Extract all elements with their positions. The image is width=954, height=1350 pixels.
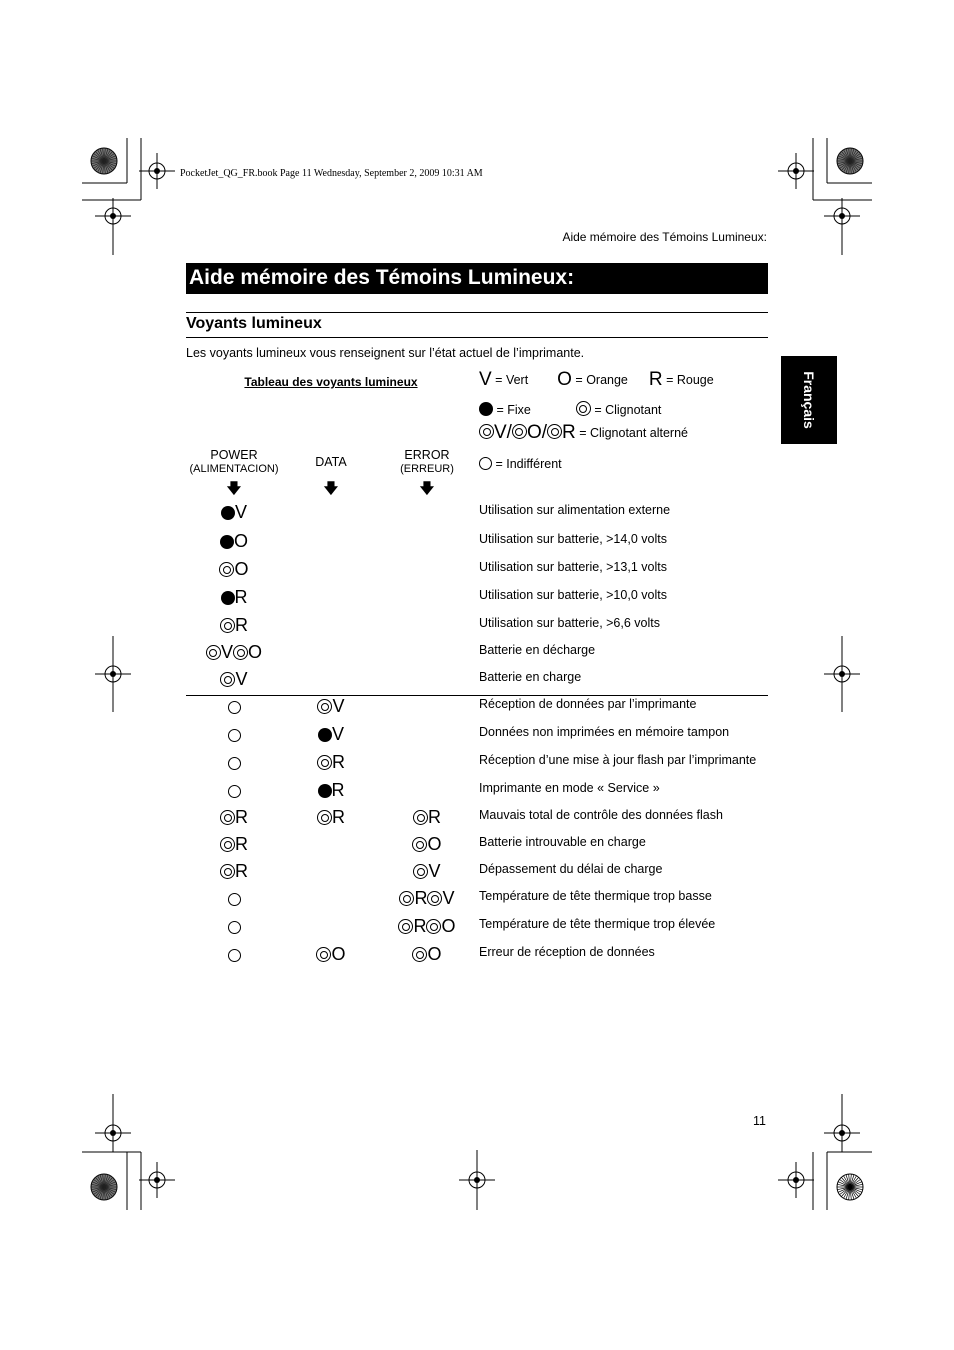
- led-color-letter: V: [332, 696, 345, 716]
- table-caption: Tableau des voyants lumineux: [244, 375, 418, 389]
- legend-o-letter: O: [557, 369, 572, 390]
- column-power-sub: (ALIMENTACION): [189, 463, 279, 475]
- led-color-letter: R: [235, 861, 248, 881]
- column-power-label: POWER: [210, 448, 258, 462]
- legend-o-text: = Orange: [575, 373, 628, 387]
- registration-target-icon: [824, 198, 860, 234]
- registration-target-icon: [95, 1115, 131, 1151]
- legend-alt-text: = Clignotant alterné: [579, 426, 688, 440]
- starburst-mark-icon: [91, 148, 117, 174]
- led-description: Dépassement du délai de charge: [479, 862, 663, 876]
- legend-v-text: = Vert: [495, 373, 529, 387]
- registration-target-icon: [778, 153, 814, 189]
- led-description: Batterie introuvable en charge: [479, 835, 646, 849]
- led-description: Imprimante en mode « Service »: [479, 781, 660, 795]
- led-color-letter: V: [234, 502, 247, 522]
- led-description: Température de tête thermique trop basse: [479, 889, 712, 903]
- intro-paragraph: Les voyants lumineux vous renseignent sur l’état actuel de l’imprimante.: [186, 346, 585, 360]
- legend-fix-text: = Fixe: [496, 403, 531, 417]
- led-color-letter: R: [235, 807, 248, 827]
- arrow-down-icon: 🡇: [323, 480, 339, 496]
- led-color-letter: O: [234, 559, 249, 579]
- led-color-letter: V: [220, 642, 233, 662]
- led-description: Utilisation sur alimentation externe: [479, 503, 671, 517]
- led-color-letter: V: [331, 724, 344, 744]
- language-tab-label: Français: [801, 371, 817, 429]
- led-description: Utilisation sur batterie, >14,0 volts: [479, 532, 667, 546]
- led-color-letter: V: [442, 888, 455, 908]
- starburst-mark-icon: [837, 148, 863, 174]
- led-description: Utilisation sur batterie, >10,0 volts: [479, 588, 667, 602]
- led-description: Réception d’une mise à jour flash par l’imprimante: [479, 753, 757, 767]
- led-color-letter: R: [428, 807, 441, 827]
- registration-target-icon: [778, 1162, 814, 1198]
- arrow-down-icon: 🡇: [419, 480, 435, 496]
- led-color-letter: R: [414, 888, 428, 908]
- led-color-letter: V: [428, 861, 441, 881]
- registration-target-icon: [95, 656, 131, 692]
- column-error-label: ERROR: [404, 448, 450, 462]
- legend-alt-o: O/: [526, 422, 548, 443]
- led-color-letter: O: [427, 944, 442, 964]
- registration-target-icon: [139, 1162, 175, 1198]
- legend-alt-r: R: [562, 422, 576, 443]
- led-description: Réception de données par l’imprimante: [479, 697, 697, 711]
- led-color-letter: R: [413, 916, 427, 936]
- column-error-sub: (ERREUR): [400, 463, 454, 475]
- section-heading: Voyants lumineux: [186, 312, 768, 338]
- led-color-letter: O: [331, 944, 346, 964]
- starburst-mark-icon: [91, 1174, 117, 1200]
- running-head: Aide mémoire des Témoins Lumineux:: [562, 230, 767, 244]
- registration-target-icon: [139, 153, 175, 189]
- registration-target-icon: [824, 1115, 860, 1151]
- legend-ind-text: = Indifférent: [495, 457, 562, 471]
- led-color-letter: R: [235, 615, 248, 635]
- led-description: Utilisation sur batterie, >13,1 volts: [479, 560, 667, 574]
- registration-target-icon: [95, 198, 131, 234]
- led-description: Utilisation sur batterie, >6,6 volts: [479, 616, 660, 630]
- led-color-letter: R: [234, 587, 248, 607]
- led-color-letter: R: [332, 807, 345, 827]
- led-color-letter: O: [233, 531, 248, 551]
- registration-target-icon: [459, 1162, 495, 1198]
- legend-blink-text: = Clignotant: [594, 403, 662, 417]
- led-color-letter: O: [441, 916, 456, 936]
- page-title: Aide mémoire des Témoins Lumineux:: [186, 263, 768, 294]
- led-description: Mauvais total de contrôle des données flash: [479, 808, 723, 822]
- led-color-letter: O: [248, 642, 263, 662]
- legend-v-letter: V: [479, 369, 492, 390]
- legend-r-letter: R: [648, 369, 663, 390]
- led-color-letter: R: [332, 752, 345, 772]
- led-description: Température de tête thermique trop élevée: [479, 917, 716, 931]
- led-color-letter: V: [235, 669, 248, 689]
- column-data-label: DATA: [315, 455, 347, 469]
- legend-r-text: = Rouge: [666, 373, 714, 387]
- arrow-down-icon: 🡇: [226, 480, 242, 496]
- legend-alt-v: V/: [494, 422, 512, 443]
- book-meta-line: PocketJet_QG_FR.book Page 11 Wednesday, September 2, 2009 10:31 AM: [180, 168, 483, 179]
- led-color-letter: R: [331, 780, 345, 800]
- led-color-letter: O: [427, 834, 442, 854]
- led-description: Batterie en charge: [479, 670, 582, 684]
- led-description: Erreur de réception de données: [479, 945, 655, 959]
- page-number: 11: [753, 1114, 766, 1128]
- led-description: Batterie en décharge: [479, 643, 596, 657]
- starburst-mark-icon: [837, 1174, 863, 1200]
- led-color-letter: R: [235, 834, 248, 854]
- led-description: Données non imprimées en mémoire tampon: [479, 725, 730, 739]
- registration-target-icon: [824, 656, 860, 692]
